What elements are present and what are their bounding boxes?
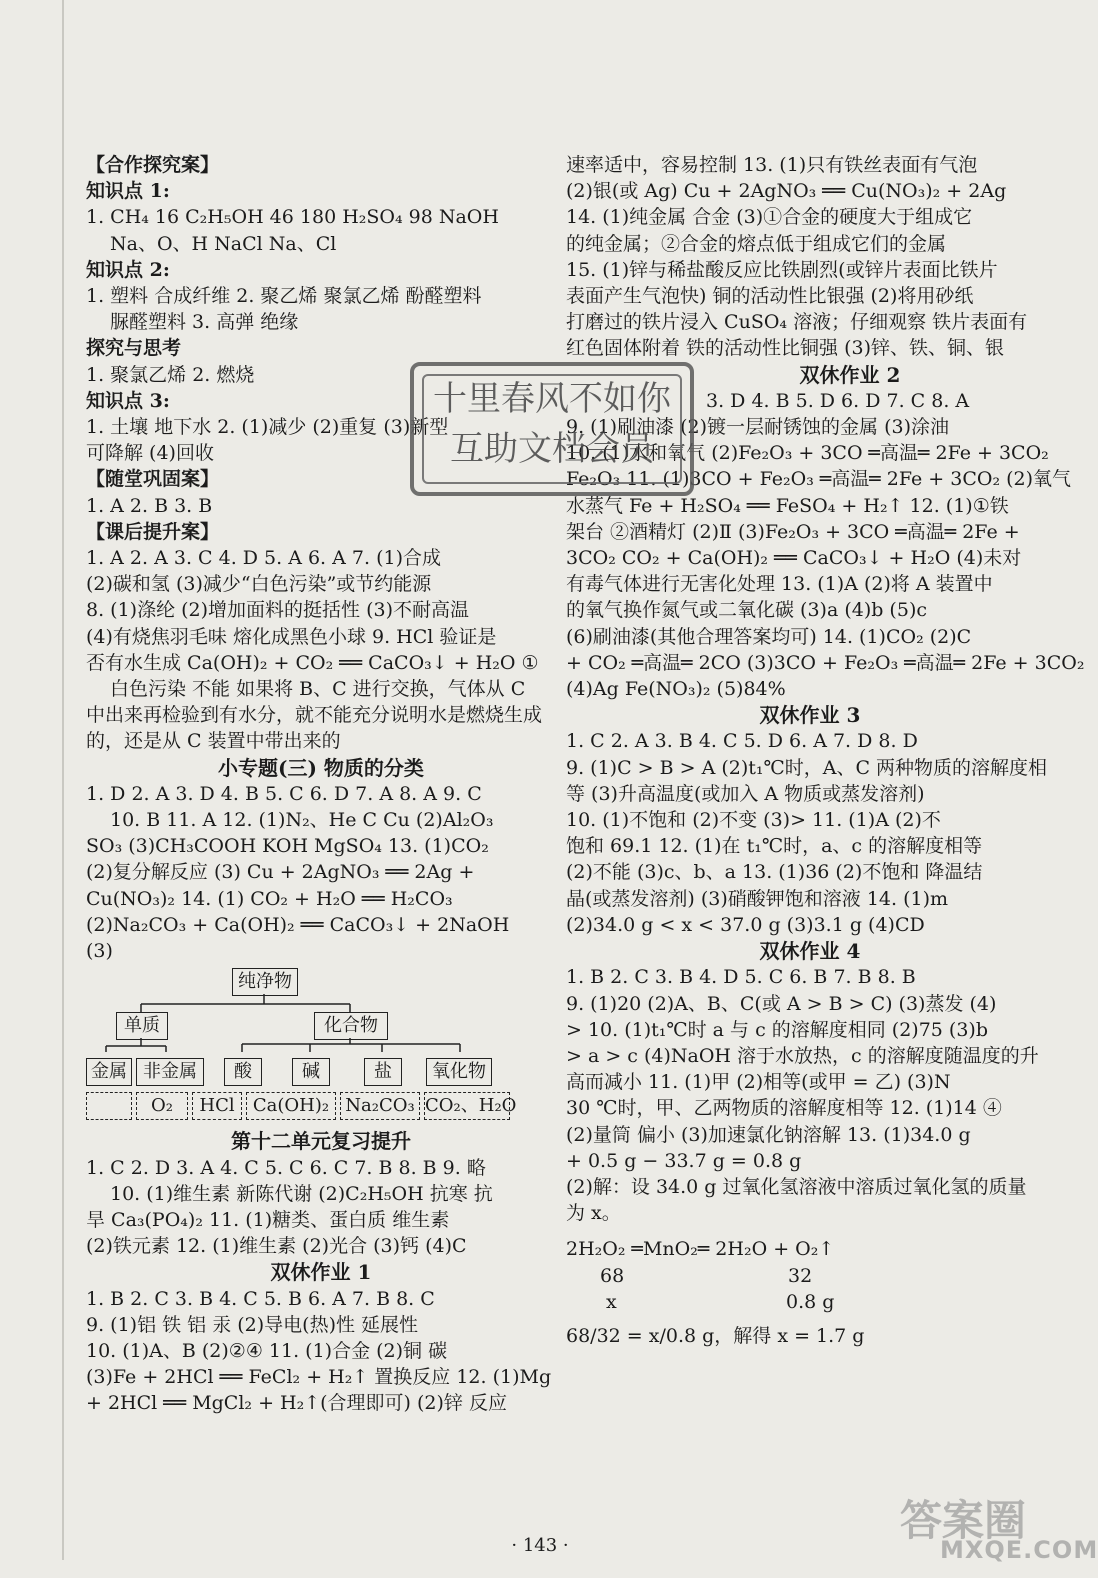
answer-line: (4)有烧焦羽毛味 熔化成黑色小球 9. HCl 验证是 xyxy=(86,625,497,648)
answer-line: Na、O、H NaCl Na、Cl xyxy=(110,232,337,255)
example-nonmetal: O₂ xyxy=(136,1092,188,1120)
answer-line: > 10. (1)t₁℃时 a 与 c 的溶解度相同 (2)75 (3)b xyxy=(566,1018,989,1041)
answer-line: 的，还是从 C 装置中带出来的 xyxy=(86,730,341,753)
answer-line: 1. C 2. D 3. A 4. C 5. C 6. C 7. B 8. B 9. 略 xyxy=(86,1156,486,1179)
answer-line: 为 x。 xyxy=(566,1202,621,1225)
stamp-line-2: 互助文档会员 xyxy=(450,429,654,469)
tree-node-compound: 化合物 xyxy=(314,1012,388,1040)
example-acid: HCl xyxy=(192,1092,242,1120)
equation-value-row xyxy=(566,1289,1054,1315)
watermark-logo xyxy=(900,1488,1098,1568)
example-base: Ca(OH)₂ xyxy=(246,1092,336,1120)
answer-line: (2)34.0 g < x < 37.0 g (3)3.1 g (4)CD xyxy=(566,913,925,936)
knowledge-point-heading: 知识点 3: xyxy=(86,389,170,412)
weekend-homework-title: 双休作业 1 xyxy=(270,1260,372,1285)
answer-line: 10. (1)A、B (2)②④ 11. (1)合金 (2)铜 碳 xyxy=(86,1339,448,1362)
answer-line: 1. 塑料 合成纤维 2. 聚乙烯 聚氯乙烯 酚醛塑料 xyxy=(86,285,482,308)
watermark-text: 答案圈 xyxy=(900,1496,1027,1545)
answer-line: 晶(或蒸发溶剂) (3)硝酸钾饱和溶液 14. (1)m xyxy=(566,887,949,910)
topic-title: 小专题(三) 物质的分类 xyxy=(218,755,424,780)
unit-review-title: 第十二单元复习提升 xyxy=(231,1129,411,1154)
stamp-line-1: 十里春风不如你 xyxy=(433,379,671,419)
tree-leaf-acid: 酸 xyxy=(224,1058,262,1086)
answer-line: 可降解 (4)回收 xyxy=(86,442,214,465)
answer-line: 10. B 11. A 12. (1)N₂、He C Cu (2)Al₂O₃ xyxy=(110,809,494,832)
tree-node-root: 纯净物 xyxy=(232,968,298,996)
answer-line: 14. (1)纯金属 合金 (3)①合金的硬度大于组成它 xyxy=(566,206,973,229)
weekend-homework-title: 双休作业 3 xyxy=(759,703,861,728)
value-right: 0.8 g xyxy=(786,1290,835,1313)
answer-line: 10. (1)维生素 新陈代谢 (2)C₂H₅OH 抗寒 抗 xyxy=(110,1182,493,1205)
left-column xyxy=(86,152,556,1417)
knowledge-point-heading: 知识点 1: xyxy=(86,180,170,203)
value-left: x xyxy=(606,1290,617,1313)
classification-tree xyxy=(86,968,556,1068)
member-stamp xyxy=(410,362,694,496)
weekend-homework-title: 双休作业 2 xyxy=(799,362,901,387)
answer-line: (2)复分解反应 (3) Cu + 2AgNO₃ ══ 2Ag + xyxy=(86,861,475,884)
answer-line: 10. (1)不饱和 (2)不变 (3)> 11. (1)A (2)不 xyxy=(566,809,941,832)
answer-line: 饱和 69.1 12. (1)在 t₁℃时，a、c 的溶解度相等 xyxy=(566,835,983,858)
answer-line: + CO₂ ═高温═ 2CO (3)3CO + Fe₂O₃ ═高温═ 2Fe + 3CO₂ xyxy=(566,651,1085,674)
answer-line: 15. (1)锌与稀盐酸反应比铁剧烈(或锌片表面比铁片 xyxy=(566,258,998,281)
answer-line: (2)碳和氢 (3)减少“白色污染”或节约能源 xyxy=(86,573,432,596)
tree-leaf-salt: 盐 xyxy=(364,1058,402,1086)
answer-line: 9. (1)刷油漆 (2)镀一层耐锈蚀的金属 (3)涂油 xyxy=(566,416,949,439)
answer-line: 表面产生气泡快) 铜的活动性比银强 (2)将用砂纸 xyxy=(566,285,974,308)
answer-line: 打磨过的铁片浸入 CuSO₄ 溶液；仔细观察 铁片表面有 xyxy=(566,311,1028,334)
tree-node-element: 单质 xyxy=(116,1012,168,1040)
answer-line: 旱 Ca₃(PO₄)₂ 11. (1)糖类、蛋白质 维生素 xyxy=(86,1208,450,1231)
answer-line: 1. A 2. B 3. B xyxy=(86,494,213,517)
answer-line: Cu(NO₃)₂ 14. (1) CO₂ + H₂O ══ H₂CO₃ xyxy=(86,887,453,910)
answer-line: 等 (3)升高温度(或加入 A 物质或蒸发溶剂) xyxy=(566,782,925,805)
section-heading: 【合作探究案】 xyxy=(86,154,220,176)
page-edge xyxy=(62,0,64,1560)
answer-line: (2)银(或 Ag) Cu + 2AgNO₃ ══ Cu(NO₃)₂ + 2Ag xyxy=(566,180,1007,203)
answer-line: 1. 聚氯乙烯 2. 燃烧 xyxy=(86,363,255,386)
answer-line: > a > c (4)NaOH 溶于水放热，c 的溶解度随温度的升 xyxy=(566,1044,1039,1067)
section-heading: 【课后提升案】 xyxy=(86,520,220,543)
answer-line: 1. C 2. A 3. B 4. C 5. D 6. A 7. D 8. D xyxy=(566,730,918,753)
answer-line: (2)Na₂CO₃ + Ca(OH)₂ ══ CaCO₃↓ + 2NaOH xyxy=(86,913,510,936)
answer-line: 9. (1)铝 铁 铝 汞 (2)导电(热)性 延展性 xyxy=(86,1313,419,1336)
tree-leaf-metal: 金属 xyxy=(86,1058,132,1086)
answer-line: 3. D 4. B 5. D 6. D 7. C 8. A xyxy=(706,389,970,412)
answer-line: 高而减小 11. (1)甲 (2)相等(或甲 = 乙) (3)N xyxy=(566,1071,951,1094)
weekend-homework-title: 双休作业 4 xyxy=(759,939,861,964)
section-heading: 【随堂巩固案】 xyxy=(86,468,220,491)
ratio-right: 32 xyxy=(788,1264,813,1287)
answer-line: 的氧气换作氮气或二氧化碳 (3)a (4)b (5)c xyxy=(566,599,927,622)
watermark-url: MXQE.COM xyxy=(940,1536,1098,1564)
answer-line: 1. D 2. A 3. D 4. B 5. C 6. D 7. A 8. A 9. C xyxy=(86,782,482,805)
answer-line: 白色污染 不能 如果将 B、C 进行交换，气体从 C xyxy=(110,678,526,701)
tree-leaf-oxide: 氧化物 xyxy=(426,1058,492,1086)
answer-line: 的纯金属；②合金的熔点低于组成它们的金属 xyxy=(566,232,947,255)
page-number: · 143 · xyxy=(511,1535,569,1556)
answer-line: (6)刷油漆(其他合理答案均可) 14. (1)CO₂ (2)C xyxy=(566,625,972,648)
answer-line: 中出来再检验到有水分，就不能充分说明水是燃烧生成 xyxy=(86,704,543,727)
example-oxide: CO₂、H₂O xyxy=(424,1092,510,1120)
answer-line: 1. 土壤 地下水 2. (1)减少 (2)重复 (3)新型 xyxy=(86,416,449,439)
answer-line: (3) xyxy=(86,940,113,963)
answer-line: (2)不能 (3)c、b、a 13. (1)36 (2)不饱和 降温结 xyxy=(566,861,983,884)
answer-line: 9. (1)20 (2)A、B、C(或 A > B > C) (3)蒸发 (4) xyxy=(566,992,997,1015)
answer-line: (2)铁元素 12. (1)维生素 (2)光合 (3)钙 (4)C xyxy=(86,1235,467,1258)
answer-line: SO₃ (3)CH₃COOH KOH MgSO₄ 13. (1)CO₂ xyxy=(86,835,489,858)
knowledge-point-heading: 知识点 2: xyxy=(86,258,170,281)
answer-line: 架台 ②酒精灯 (2)Ⅱ (3)Fe₂O₃ + 3CO ═高温═ 2Fe + xyxy=(566,520,1020,543)
answer-line: 否有水生成 Ca(OH)₂ + CO₂ ══ CaCO₃↓ + H₂O ① xyxy=(86,651,539,674)
answer-line: (3)Fe + 2HCl ══ FeCl₂ + H₂↑ 置换反应 12. (1)Mg xyxy=(86,1366,552,1389)
ratio-left: 68 xyxy=(600,1264,625,1287)
answer-line: Fe₂O₃ 11. (1)3CO + Fe₂O₃ ═高温═ 2Fe + 3CO₂ (2)氧气 xyxy=(566,468,1072,491)
equation-ratio-row xyxy=(566,1263,1054,1289)
answer-line: 30 ℃时，甲、乙两物质的溶解度相等 12. (1)14 ④ xyxy=(566,1097,1002,1120)
example-metal xyxy=(86,1092,132,1120)
right-column xyxy=(566,152,1085,1349)
explore-heading: 探究与思考 xyxy=(86,337,182,360)
answer-line: (2)量筒 偏小 (3)加速氯化钠溶解 13. (1)34.0 g xyxy=(566,1123,971,1146)
answer-line: 1. B 2. C 3. B 4. D 5. C 6. B 7. B 8. B xyxy=(566,966,916,989)
tree-leaf-base: 碱 xyxy=(292,1058,330,1086)
answer-line: 8. (1)涤纶 (2)增加面料的挺括性 (3)不耐高温 xyxy=(86,599,469,622)
answer-line: 有毒气体进行无害化处理 13. (1)A (2)将 A 装置中 xyxy=(566,573,993,596)
chemical-equation: 2H₂O₂ ═MnO₂═ 2H₂O + O₂↑ xyxy=(566,1238,835,1261)
tree-leaves xyxy=(86,1058,556,1128)
answer-line: 脲醛塑料 3. 高弹 绝缘 xyxy=(110,311,299,334)
example-salt: Na₂CO₃ xyxy=(340,1092,420,1120)
answer-line: (2)解：设 34.0 g 过氧化氢溶液中溶质过氧化氢的质量 xyxy=(566,1175,1027,1198)
answer-line: + 0.5 g − 33.7 g = 0.8 g xyxy=(566,1149,802,1172)
answer-line: 红色固体附着 铁的活动性比铜强 (3)锌、铁、铜、银 xyxy=(566,337,1004,360)
answer-line: 3CO₂ CO₂ + Ca(OH)₂ ══ CaCO₃↓ + H₂O (4)未对 xyxy=(566,547,1022,570)
solution-result: 68/32 = x/0.8 g，解得 x = 1.7 g xyxy=(566,1324,865,1347)
answer-line: 10. (1)水和氧气 (2)Fe₂O₃ + 3CO ═高温═ 2Fe + 3CO₂ xyxy=(566,442,1049,465)
answer-line: 速率适中，容易控制 13. (1)只有铁丝表面有气泡 xyxy=(566,154,978,176)
answer-line: + 2HCl ══ MgCl₂ + H₂↑(合理即可) (2)锌 反应 xyxy=(86,1392,507,1415)
answer-line: 1. CH₄ 16 C₂H₅OH 46 180 H₂SO₄ 98 NaOH xyxy=(86,206,499,229)
answer-line: 9. (1)C > B > A (2)t₁℃时，A、C 两种物质的溶解度相 xyxy=(566,756,1048,779)
answer-line: 水蒸气 Fe + H₂SO₄ ══ FeSO₄ + H₂↑ 12. (1)①铁 xyxy=(566,494,1009,517)
answer-line: 1. A 2. A 3. C 4. D 5. A 6. A 7. (1)合成 xyxy=(86,547,441,570)
answer-line: (4)Ag Fe(NO₃)₂ (5)84% xyxy=(566,678,786,701)
tree-leaf-nonmetal: 非金属 xyxy=(136,1058,204,1086)
answer-line: 1. B 2. C 3. B 4. C 5. B 6. A 7. B 8. C xyxy=(86,1287,435,1310)
